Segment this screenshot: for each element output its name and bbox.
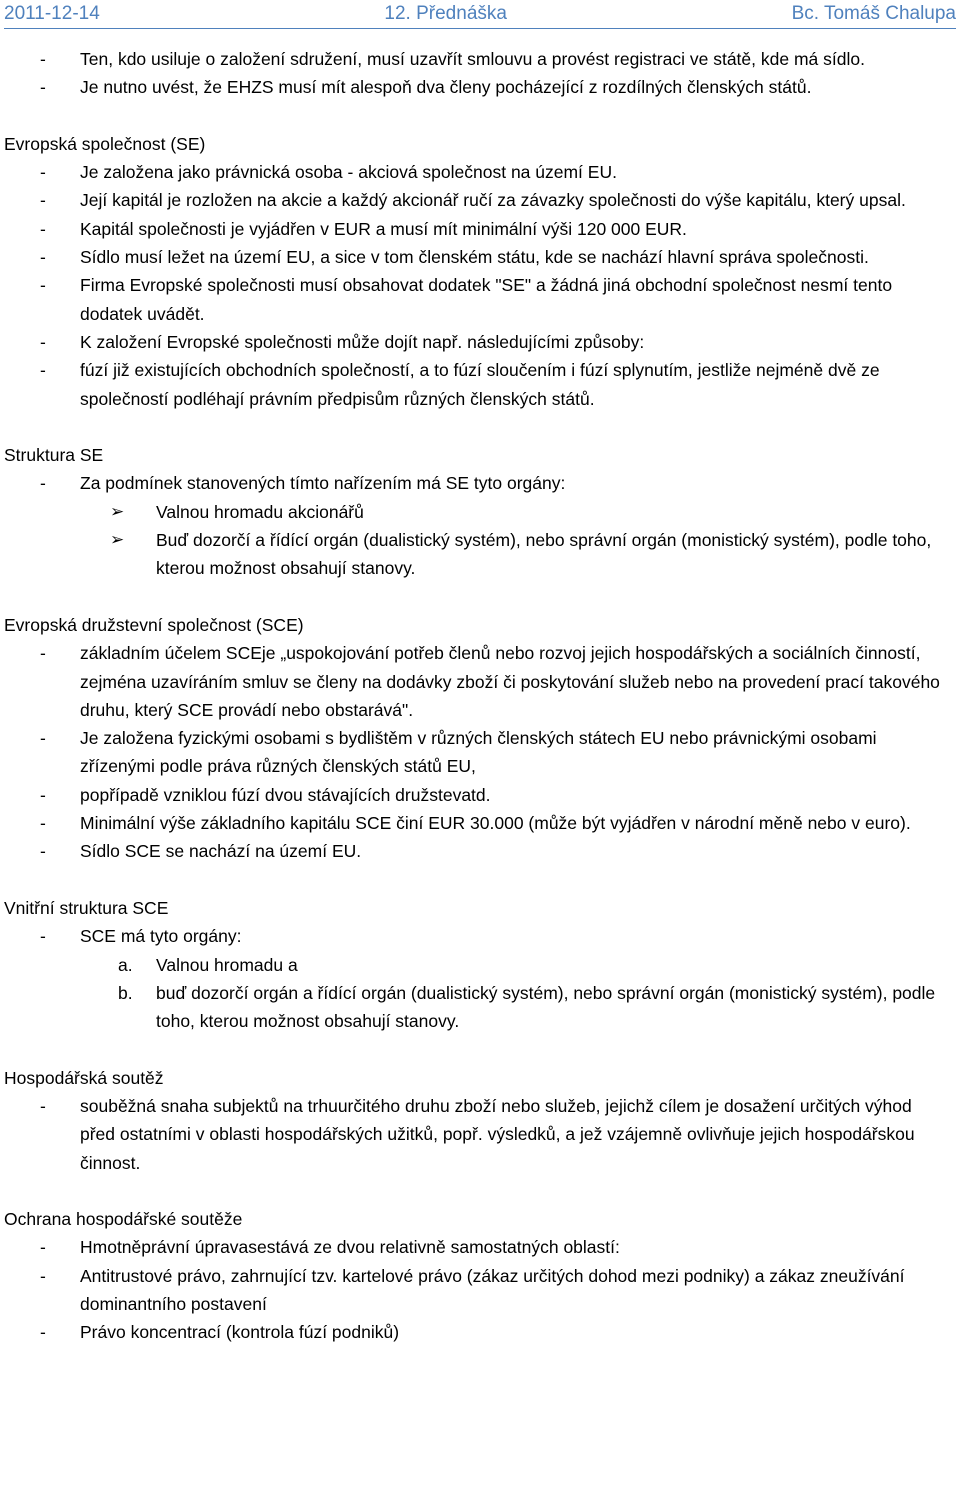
- list-item-text: Ten, kdo usiluje o založení sdružení, musí uzavřít smlouvu a provést registraci ve státě, kde má sídlo.: [80, 49, 865, 69]
- list-item: [4, 922, 956, 950]
- dash-marker: -: [40, 162, 46, 183]
- list-item-text: souběžná snaha subjektů na trhuurčitého druhu zboží nebo služeb, jejichž cílem je dosažení určitých výhod před ostatními v oblasti hospodářských užitků, popř. výsledků, a jež vzájemně ovlivňuje jejich hospodářskou činnost.: [80, 1095, 915, 1173]
- list-item: [4, 1262, 956, 1319]
- list-item: [4, 469, 956, 497]
- bullet-item-text: Valnou hromadu akcionářů: [156, 501, 364, 522]
- section-se-structure: [4, 441, 956, 582]
- list-item: [4, 73, 956, 101]
- list-item-text: Kapitál společnosti je vyjádřen v EUR a musí mít minimální výši 120 000 EUR.: [80, 218, 687, 239]
- dash-marker: -: [40, 1265, 46, 1286]
- list-item: [4, 1092, 956, 1177]
- lettered-item: [4, 979, 956, 1036]
- dash-marker: -: [40, 247, 46, 268]
- list-item: [4, 781, 956, 809]
- section-title: Ochrana hospodářské soutěže: [4, 1209, 243, 1230]
- section-title: Evropská družstevní společnost (SCE): [4, 614, 304, 635]
- list-item-text: Je založena jako právnická osoba - akciová společnost na území EU.: [80, 162, 617, 183]
- lettered-item-text: Valnou hromadu a: [156, 954, 298, 975]
- list-item-text: Je nutno uvést, že EHZS musí mít alespoň dva členy pocházející z rozdílných členských států.: [80, 77, 812, 98]
- dash-marker: -: [40, 49, 46, 69]
- list-item-text: Je založena fyzickými osobami s bydlištěm v různých členských státech EU nebo právnickými osobami zřízenými podle práva různých členských států EU,: [80, 728, 877, 777]
- dash-marker: -: [40, 360, 46, 381]
- list-item: [4, 45, 956, 73]
- list-item-text: Antitrustové právo, zahrnující tzv. kartelové právo (zákaz určitých dohod mezi podniky) a zákaz zneužívání dominantního postavení: [80, 1265, 905, 1315]
- list-item: [4, 724, 956, 781]
- spacer: [4, 866, 956, 894]
- list-item: [4, 837, 956, 865]
- list-item-text: Minimální výše základního kapitálu SCE činí EUR 30.000 (může být vyjádřen v národní měně nebo v euro).: [80, 813, 911, 834]
- list-item-text: Právo koncentrací (kontrola fúzí podniků): [80, 1322, 400, 1343]
- list-item: [4, 243, 956, 271]
- dash-marker: -: [40, 813, 46, 834]
- list-item-text: Firma Evropské společnosti musí obsahovat dodatek "SE" a žádná jiná obchodní společnost nesmí tento dodatek uvádět.: [80, 275, 893, 324]
- list-item: [4, 215, 956, 243]
- bullet-item-text: Buď dozorčí a řídící orgán (dualistický systém), nebo správní orgán (monistický systém), podle toho, kterou možnost obsahují stanovy.: [156, 530, 932, 579]
- spacer: [4, 102, 956, 130]
- section-title: Struktura SE: [4, 445, 104, 466]
- arrow-bullet-icon: ➢: [110, 530, 125, 550]
- list-item-text: Její kapitál je rozložen na akcie a každý akcionář ručí za závazky společnosti do výše kapitálu, který upsal.: [80, 190, 906, 211]
- spacer: [4, 1177, 956, 1205]
- spacer: [4, 413, 956, 441]
- section-sce-structure: [4, 894, 956, 1035]
- lettered-item-text: buď dozorčí orgán a řídící orgán (dualistický systém), nebo správní orgán (monistický systém), podle toho, kterou možnost obsahují stanovy.: [156, 982, 936, 1032]
- list-item-text: Sídlo musí ležet na území EU, a sice v tom členském státu, kde se nachází hlavní správa společnosti.: [80, 247, 869, 268]
- list-item-text: Hmotněprávní úpravasestává ze dvou relativně samostatných oblastí:: [80, 1237, 620, 1258]
- list-item: [4, 809, 956, 837]
- header-date: 2011-12-14: [4, 3, 100, 24]
- list-item: [4, 186, 956, 214]
- page-header: [4, 0, 956, 29]
- dash-marker: -: [40, 1095, 46, 1116]
- dash-marker: -: [40, 926, 46, 947]
- list-item-text: základním účelem SCEje „uspokojování potřeb členů nebo rozvoj jejich hospodářských a sociálních činností, zejména uzavíráním smluv se členy na dodávky zboží či poskytování služeb nebo na provedení prací takového druhu, který SCE provádí nebo obstarává".: [80, 643, 940, 720]
- header-lecture: 12. Přednáška: [384, 3, 507, 24]
- list-item: [4, 158, 956, 186]
- dash-marker: -: [40, 728, 46, 749]
- dash-marker: -: [40, 275, 46, 296]
- section-competition: [4, 1064, 956, 1177]
- list-item-text: Sídlo SCE se nachází na území EU.: [80, 841, 362, 862]
- list-item: [4, 639, 956, 724]
- list-item-text: SCE má tyto orgány:: [80, 926, 242, 947]
- letter-marker: a.: [118, 954, 133, 975]
- section-se: [4, 130, 956, 413]
- section-title: Hospodářská soutěž: [4, 1067, 164, 1088]
- spacer: [4, 1035, 956, 1063]
- bullet-item: [4, 498, 956, 526]
- dash-marker: -: [40, 784, 46, 805]
- list-item-text: popřípadě vzniklou fúzí dvou stávajících družstevatd.: [80, 784, 491, 805]
- list-item: [4, 1233, 956, 1261]
- spacer: [4, 583, 956, 611]
- list-item: [4, 328, 956, 356]
- dash-marker: -: [40, 190, 46, 211]
- arrow-bullet-icon: ➢: [110, 501, 125, 521]
- dash-marker: -: [40, 1237, 46, 1258]
- dash-marker: -: [40, 218, 46, 239]
- list-item-text: fúzí již existujících obchodních společností, a to fúzí sloučením i fúzí splynutím, jestliže nejméně dvě ze společností podléhají právním předpisům různých členských států.: [80, 360, 880, 409]
- letter-marker: b.: [118, 982, 133, 1003]
- lettered-item: [4, 951, 956, 979]
- header-author: Bc. Tomáš Chalupa: [791, 3, 956, 24]
- list-item-text: K založení Evropské společnosti může dojít např. následujícími způsoby:: [80, 331, 645, 352]
- list-item: [4, 271, 956, 328]
- bullet-item: [4, 526, 956, 583]
- dash-marker: -: [40, 643, 46, 664]
- intro-list: [4, 45, 956, 102]
- dash-marker: -: [40, 331, 46, 352]
- list-item: [4, 1318, 956, 1346]
- list-item: [4, 356, 956, 413]
- list-item-text: Za podmínek stanovených tímto nařízením má SE tyto orgány:: [80, 473, 566, 494]
- section-title: Vnitřní struktura SCE: [4, 897, 169, 918]
- section-protection: [4, 1205, 956, 1346]
- dash-marker: -: [40, 841, 46, 862]
- dash-marker: -: [40, 473, 46, 494]
- dash-marker: -: [40, 77, 46, 98]
- section-sce: [4, 611, 956, 866]
- section-title: Evropská společnost (SE): [4, 133, 206, 154]
- dash-marker: -: [40, 1322, 46, 1343]
